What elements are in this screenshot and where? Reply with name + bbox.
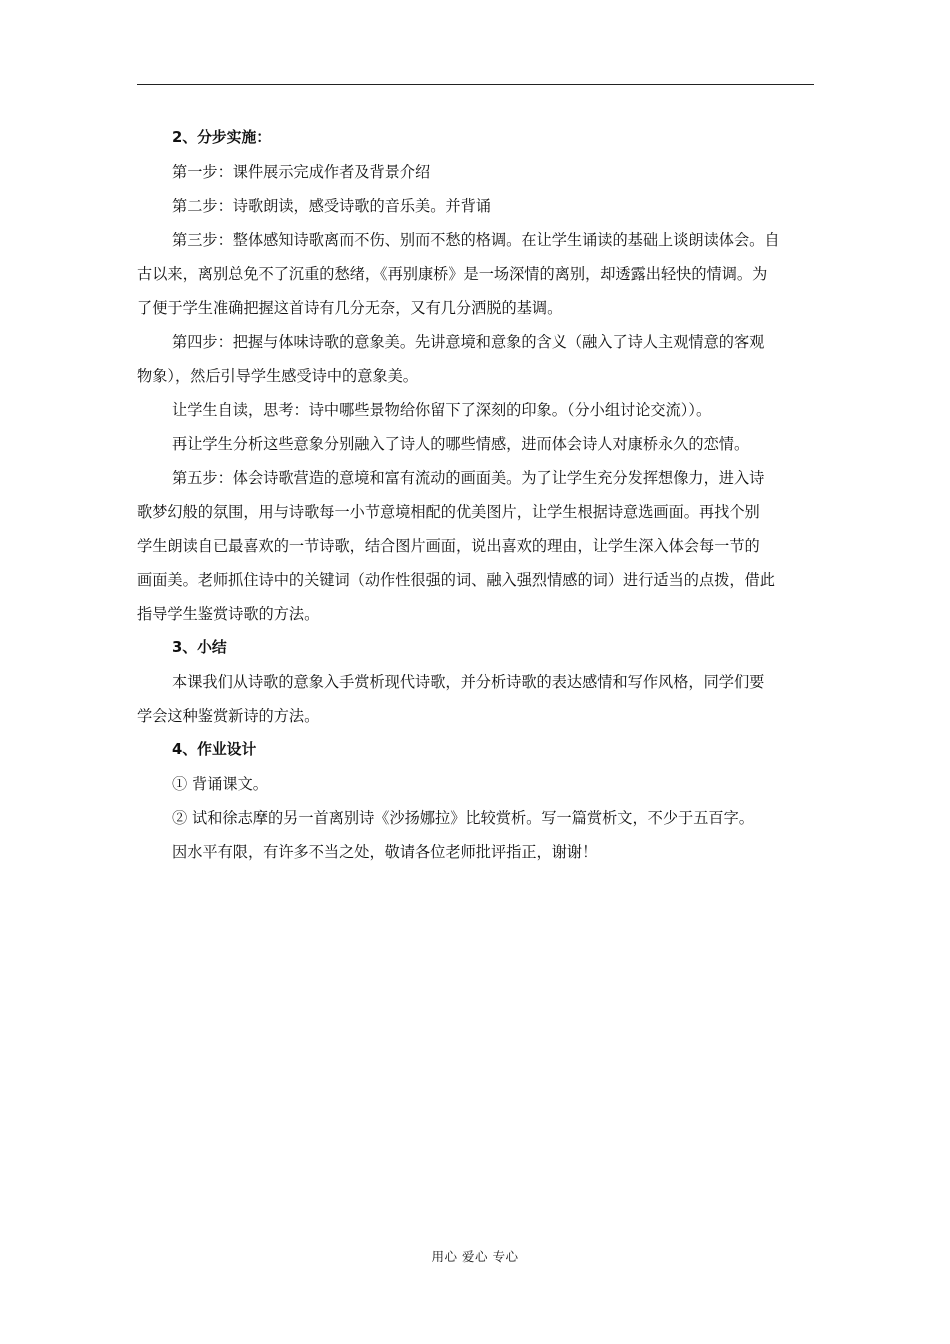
paragraph (137, 801, 814, 835)
paragraph (137, 155, 814, 189)
paragraph-line: 指导学生鉴赏诗歌的方法。 (137, 605, 320, 623)
paragraph-line: 歌梦幻般的氛围，用与诗歌每一小节意境相配的优美图片，让学生根据诗意选画面。再找个别 (137, 503, 760, 521)
page-footer: 用心 爱心 专心 (431, 1249, 519, 1264)
paragraph-line: 让学生自读，思考：诗中哪些景物给你留下了深刻的印象。（分小组讨论交流））。 (172, 401, 712, 419)
heading-text: 4、作业设计 (172, 741, 257, 758)
paragraph (137, 461, 814, 631)
paragraph-line: 第五步：体会诗歌营造的意境和富有流动的画面美。为了让学生充分发挥想像力，进入诗 (172, 469, 765, 487)
paragraph (137, 223, 814, 325)
paragraph-line: 画面美。老师抓住诗中的关键词（动作性很强的词、融入强烈情感的词）进行适当的点拨，借此 (137, 571, 775, 589)
section-heading (137, 733, 814, 767)
paragraph-line: 第三步：整体感知诗歌离而不伤、别而不愁的格调。在让学生诵读的基础上谈朗读体会。自 (172, 231, 780, 249)
paragraph-line: 第四步：把握与体味诗歌的意象美。先讲意境和意象的含义（融入了诗人主观情意的客观 (172, 333, 765, 351)
document-body (137, 121, 814, 869)
paragraph-line: 物象），然后引导学生感受诗中的意象美。 (137, 367, 418, 385)
paragraph (137, 767, 814, 801)
heading-text: 2、分步实施： (172, 129, 272, 146)
paragraph-line: 本课我们从诗歌的意象入手赏析现代诗歌，并分析诗歌的表达感情和写作风格，同学们要 (172, 673, 765, 691)
paragraph-line: 再让学生分析这些意象分别融入了诗人的哪些情感，进而体会诗人对康桥永久的恋情。 (172, 435, 750, 453)
section-heading (137, 631, 814, 665)
heading-text: 3、小结 (172, 639, 227, 656)
paragraph (137, 835, 814, 869)
header-rule (137, 84, 814, 85)
paragraph-line: ① 背诵课文。 (172, 775, 268, 793)
paragraph (137, 325, 814, 393)
paragraph-line: 因水平有限，有许多不当之处，敬请各位老师批评指正，谢谢！ (172, 843, 598, 861)
paragraph-line: ② 试和徐志摩的另一首离别诗《沙扬娜拉》比较赏析。写一篇赏析文，不少于五百字。 (172, 809, 754, 827)
paragraph (137, 189, 814, 223)
paragraph-line: 学生朗读自已最喜欢的一节诗歌，结合图片画面，说出喜欢的理由，让学生深入体会每一节的 (137, 537, 760, 555)
paragraph (137, 393, 814, 427)
paragraph-line: 第二步：诗歌朗读，感受诗歌的音乐美。并背诵 (172, 197, 491, 215)
paragraph (137, 665, 814, 733)
paragraph (137, 427, 814, 461)
section-heading (137, 121, 814, 155)
paragraph-line: 第一步：课件展示完成作者及背景介绍 (172, 163, 431, 181)
paragraph-line: 古以来，离别总免不了沉重的愁绪，《再别康桥》是一场深情的离别，却透露出轻快的情调。为 (137, 265, 768, 283)
paragraph-line: 学会这种鉴赏新诗的方法。 (137, 707, 320, 725)
paragraph-line: 了便于学生准确把握这首诗有几分无奈，又有几分洒脱的基调。 (137, 299, 563, 317)
